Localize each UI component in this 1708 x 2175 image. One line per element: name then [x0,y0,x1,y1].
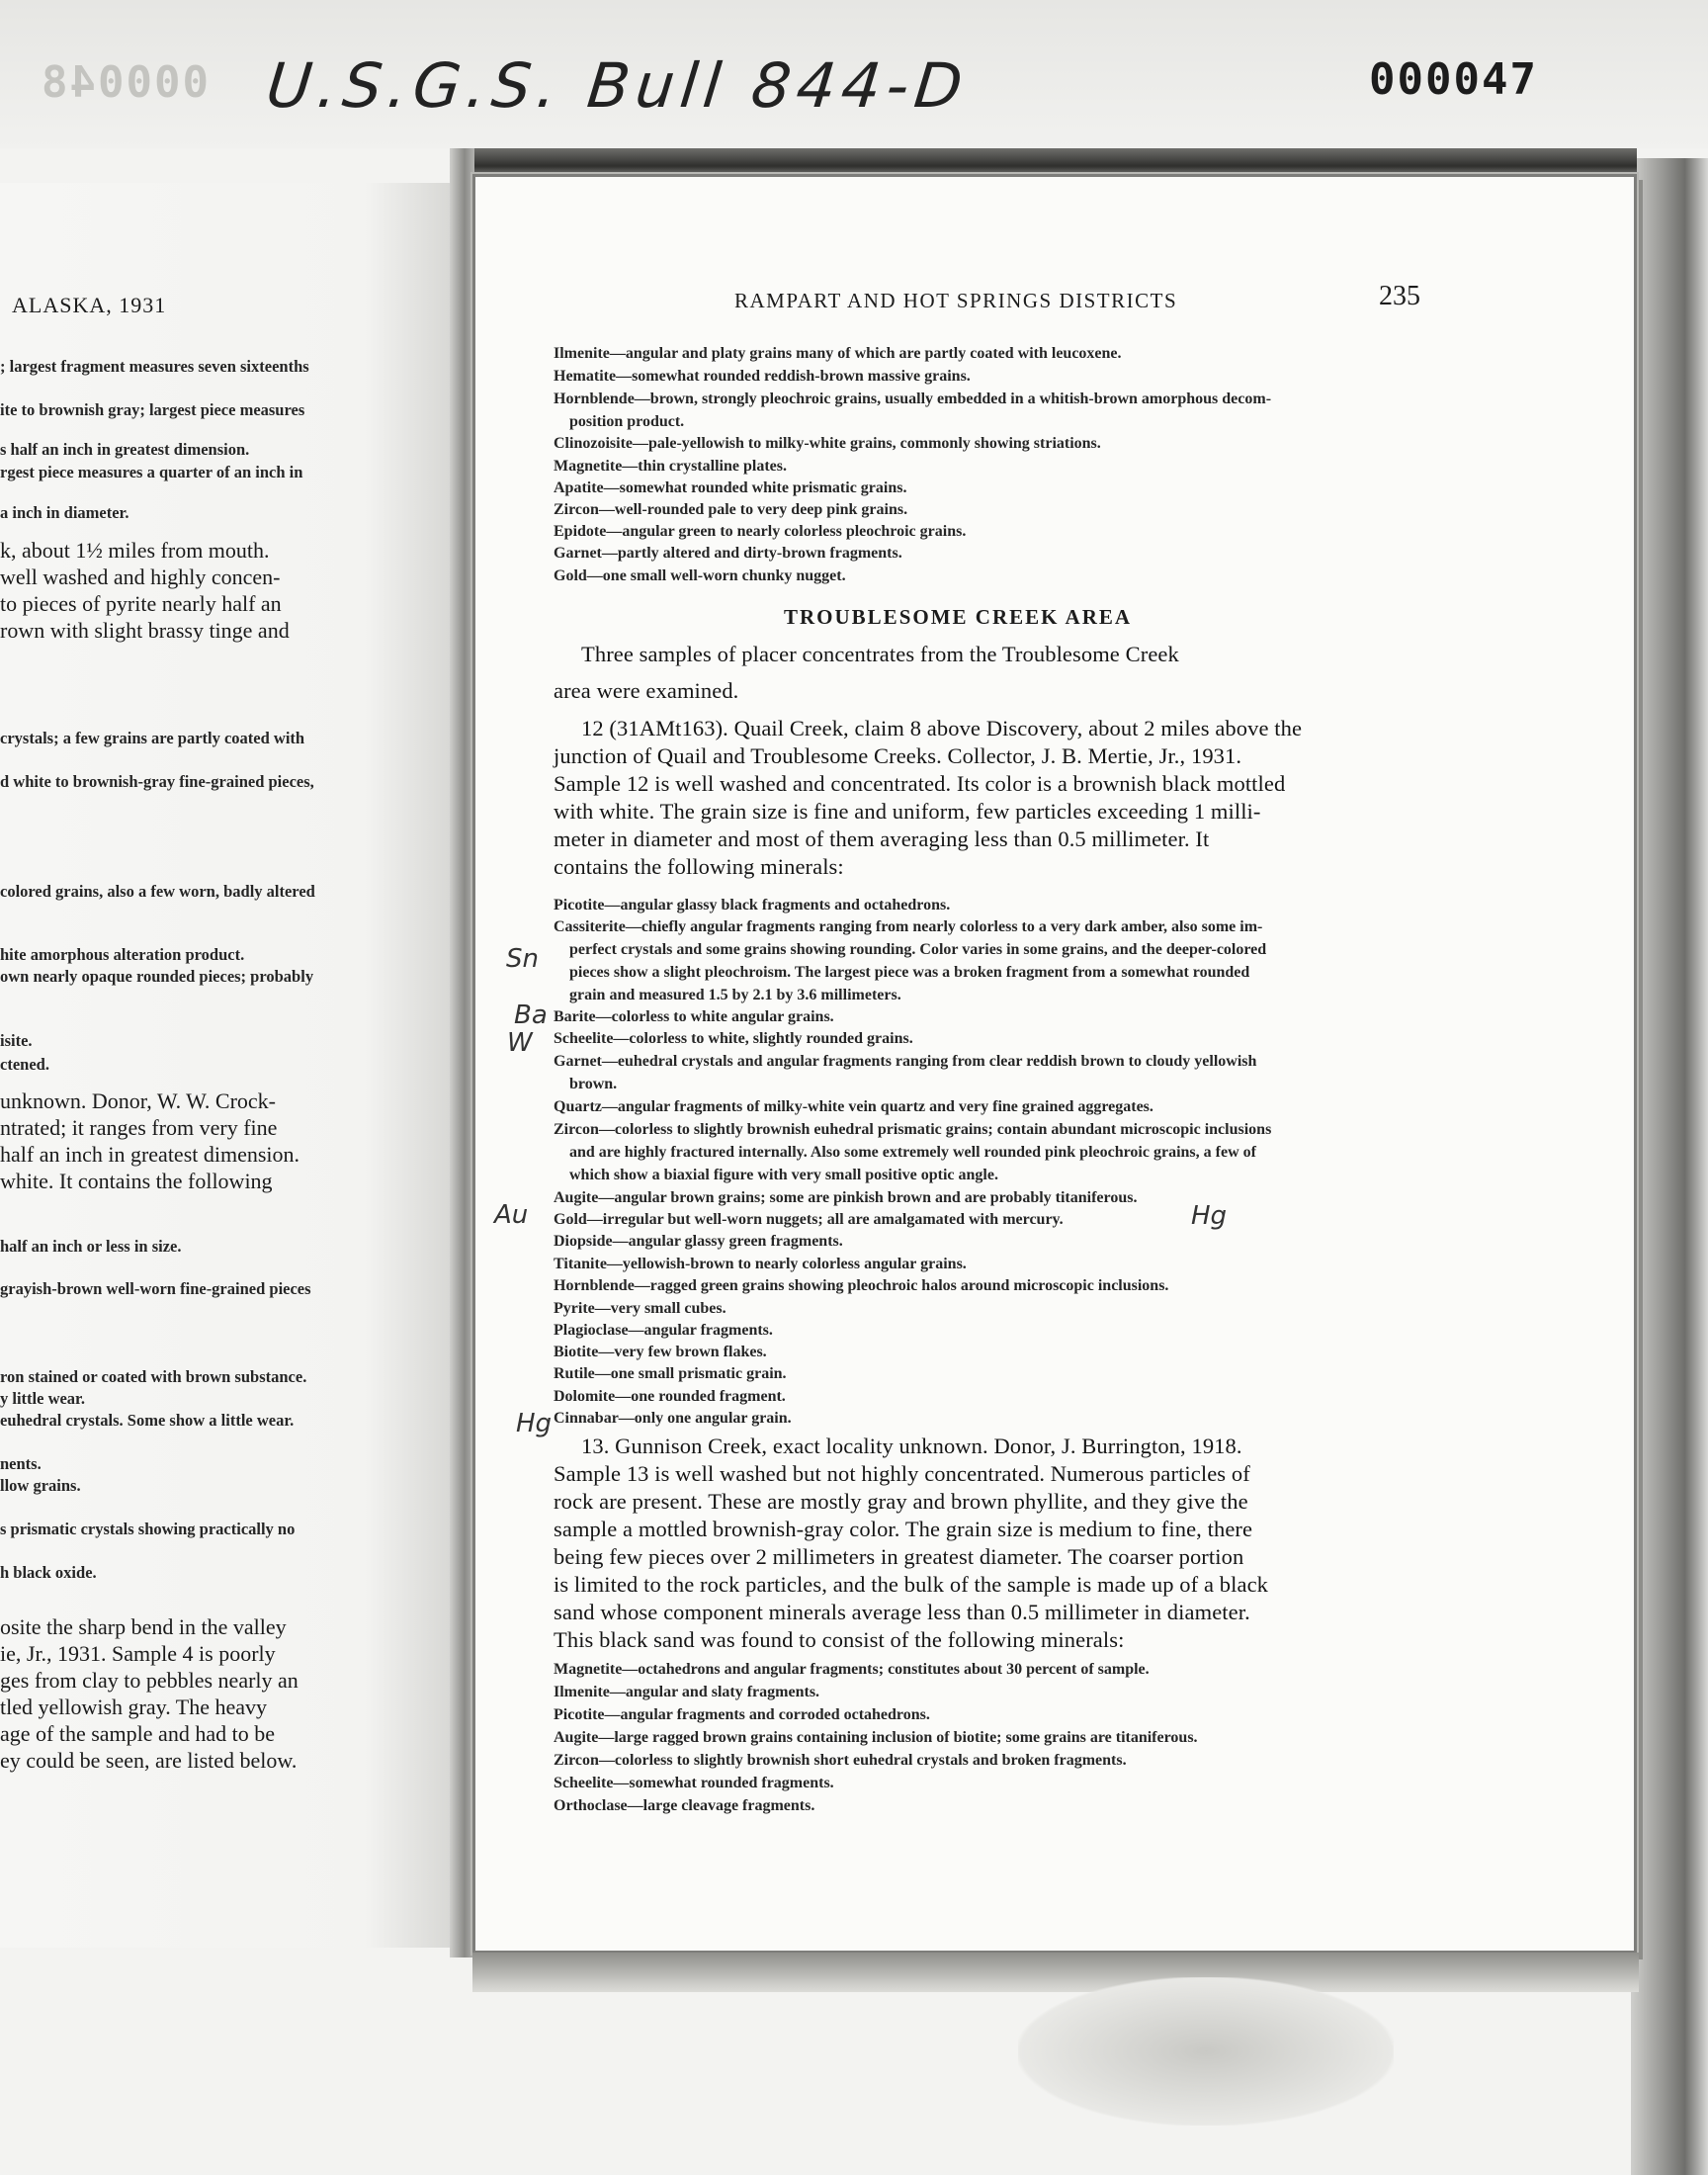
mineral-entry: Plagioclase—angular fragments. [554,1322,773,1339]
mineral-entry: Cinnabar—only one angular grain. [554,1410,792,1427]
left-page-line: h black oxide. [0,1563,97,1582]
mineral-entry: Titanite—yellowish-brown to nearly colorless angular grains. [554,1256,967,1272]
mineral-entry: Barite—colorless to white angular grains. [554,1008,834,1025]
paragraph-line: This black sand was found to consist of the following minerals: [554,1627,1125,1652]
mineral-entry: perfect crystals and some grains showing rounding. Color varies in some grains, and the deeper-colored [569,941,1267,958]
mineral-entry: Scheelite—somewhat rounded fragments. [554,1775,834,1791]
paragraph-line: meter in diameter and most of them averaging less than 0.5 millimeter. It [554,826,1210,851]
left-page-header: ALASKA, 1931 [12,293,167,317]
mineral-entry: Cassiterite—chiefly angular fragments ranging from nearly colorless to a very dark amber, also some im- [554,918,1263,935]
mineral-entry: which show a biaxial figure with very small positive optic angle. [569,1167,998,1183]
mineral-entry: pieces show a slight pleochroism. The largest piece was a broken fragment from a somewhat rounded [569,964,1250,981]
left-page-line: ey could be seen, are listed below. [0,1748,298,1773]
mineral-entry: brown. [569,1076,618,1092]
left-page-line: d white to brownish-gray fine-grained pieces, [0,772,314,791]
mineral-entry: Garnet—partly altered and dirty-brown fragments. [554,545,902,562]
mineral-entry: Quartz—angular fragments of milky-white vein quartz and very fine grained aggregates. [554,1098,1153,1115]
scanner-artifact [1018,1977,1394,2126]
mineral-entry: Biotite—very few brown flakes. [554,1344,767,1360]
left-page-line: well washed and highly concen- [0,565,281,589]
paragraph-line: Three samples of placer concentrates from the Troublesome Creek [581,642,1179,666]
page-number: 235 [1379,281,1420,311]
handwritten-title: U.S.G.S. Bull 844-D [263,49,972,122]
left-page-line: k, about 1½ miles from mouth. [0,538,270,563]
mineral-entry: Orthoclase—large cleavage fragments. [554,1797,815,1814]
doc-number-stamp: 000047 [1369,54,1538,105]
left-page-line: tled yellowish gray. The heavy [0,1695,268,1719]
paragraph-line: junction of Quail and Troublesome Creeks. Collector, J. B. Mertie, Jr., 1931. [554,743,1242,768]
section-title: TROUBLESOME CREEK AREA [784,605,1133,629]
paragraph-line: 13. Gunnison Creek, exact locality unknown. Donor, J. Burrington, 1918. [581,1434,1242,1458]
left-page-line: s half an inch in greatest dimension. [0,440,250,459]
mineral-entry: Magnetite—octahedrons and angular fragments; constitutes about 30 percent of sample. [554,1661,1150,1678]
left-page-line: to pieces of pyrite nearly half an [0,591,282,616]
mineral-entry: Picotite—angular glassy black fragments and octahedrons. [554,897,951,914]
margin-note: W [507,1028,533,1058]
left-page-line: llow grains. [0,1476,81,1495]
left-page-line: osite the sharp bend in the valley [0,1614,287,1639]
left-page-line: ron stained or coated with brown substance. [0,1367,307,1386]
mineral-entry: Scheelite—colorless to white, slightly rounded grains. [554,1030,913,1047]
mineral-entry: Gold—irregular but well-worn nuggets; all are amalgamated with mercury. [554,1211,1064,1228]
left-page [0,183,457,1948]
margin-note: Au [494,1200,529,1230]
mineral-entry: Zircon—well-rounded pale to very deep pink grains. [554,501,908,518]
left-page-line: hite amorphous alteration product. [0,945,245,964]
left-page-line: own nearly opaque rounded pieces; probably [0,967,314,986]
left-page-line: a inch in diameter. [0,503,129,522]
left-page-line: crystals; a few grains are partly coated with [0,729,305,747]
left-page-line: white. It contains the following [0,1169,273,1193]
left-page-line: grayish-brown well-worn fine-grained pieces [0,1279,311,1298]
mineral-entry: grain and measured 1.5 by 2.1 by 3.6 millimeters. [569,987,901,1003]
paragraph-line: Sample 13 is well washed but not highly concentrated. Numerous particles of [554,1461,1250,1486]
margin-note: Ba [514,1000,548,1030]
mineral-entry: Clinozoisite—pale-yellowish to milky-white grains, commonly showing striations. [554,435,1101,452]
paragraph-line: 12 (31AMt163). Quail Creek, claim 8 above Discovery, about 2 miles above the [581,716,1303,740]
left-page-line: unknown. Donor, W. W. Crock- [0,1088,277,1113]
left-page-line: age of the sample and had to be [0,1721,275,1746]
left-page-line: y little wear. [0,1389,85,1408]
paragraph-line: sand whose component minerals average less than 0.5 millimeter in diameter. [554,1600,1250,1624]
paragraph-line: is limited to the rock particles, and the bulk of the sample is made up of a black [554,1572,1269,1597]
left-page-line: ; largest fragment measures seven sixteenths [0,357,309,376]
mineral-entry: Pyrite—very small cubes. [554,1300,726,1317]
left-page-line: half an inch in greatest dimension. [0,1142,300,1167]
mineral-entry: Apatite—somewhat rounded white prismatic grains. [554,479,907,496]
mineral-entry: Magnetite—thin crystalline plates. [554,458,787,475]
left-page-line: ie, Jr., 1931. Sample 4 is poorly [0,1641,276,1666]
left-page-line: half an inch or less in size. [0,1237,182,1256]
left-page-line: nents. [0,1454,42,1473]
mineral-entry: Dolomite—one rounded fragment. [554,1388,786,1405]
doc-number-ghost: 000048 [40,57,209,108]
margin-note: Sn [506,944,539,974]
mineral-entry: Ilmenite—angular and platy grains many of which are partly coated with leucoxene. [554,345,1122,362]
paragraph-line: contains the following minerals: [554,854,844,879]
left-page-line: euhedral crystals. Some show a little wear. [0,1411,295,1430]
mineral-entry: Gold—one small well-worn chunky nugget. [554,567,846,584]
paragraph-line: sample a mottled brownish-gray color. The grain size is medium to fine, there [554,1517,1253,1541]
mineral-entry: and are highly fractured internally. Also some extremely well rounded pink pleochroic grains, a few of [569,1144,1256,1161]
left-page-line: ctened. [0,1055,49,1074]
mineral-entry: Diopside—angular glassy green fragments. [554,1233,843,1250]
left-page-line: ntrated; it ranges from very fine [0,1115,278,1140]
running-header: RAMPART AND HOT SPRINGS DISTRICTS [734,289,1178,312]
left-page-line: rown with slight brassy tinge and [0,618,290,643]
mineral-entry: Hornblende—ragged green grains showing pleochroic halos around microscopic inclusions. [554,1277,1169,1294]
left-page-line: rgest piece measures a quarter of an inch in [0,463,303,481]
mineral-entry: position product. [569,413,685,430]
left-page-line: isite. [0,1031,33,1050]
margin-note: Hg [1191,1201,1228,1231]
paragraph-line: being few pieces over 2 millimeters in greatest diameter. The coarser portion [554,1544,1244,1569]
mineral-entry: Epidote—angular green to nearly colorless pleochroic grains. [554,523,967,540]
mineral-entry: Ilmenite—angular and slaty fragments. [554,1684,820,1700]
margin-note: Hg [516,1409,553,1438]
mineral-entry: Picotite—angular fragments and corroded octahedrons. [554,1706,930,1723]
page-edge-shadow [1631,158,1708,2175]
mineral-entry: Hornblende—brown, strongly pleochroic grains, usually embedded in a whitish-brown amorphous decom- [554,391,1272,407]
mineral-entry: Zircon—colorless to slightly brownish short euhedral crystals and broken fragments. [554,1752,1127,1769]
left-page-line: s prismatic crystals showing practically no [0,1520,296,1538]
paragraph-line: rock are present. These are mostly gray and brown phyllite, and they give the [554,1489,1248,1514]
paragraph-line: area were examined. [554,678,739,703]
left-page-line: ite to brownish gray; largest piece measures [0,400,305,419]
mineral-entry: Garnet—euhedral crystals and angular fragments ranging from clear reddish brown to cloudy yellowish [554,1053,1257,1070]
mineral-entry: Hematite—somewhat rounded reddish-brown massive grains. [554,368,971,385]
mineral-entry: Augite—angular brown grains; some are pinkish brown and are probably titaniferous. [554,1189,1138,1206]
left-page-line: colored grains, also a few worn, badly altered [0,882,315,901]
mineral-entry: Zircon—colorless to slightly brownish euhedral prismatic grains; contain abundant microscopic inclusions [554,1121,1272,1138]
mineral-entry: Augite—large ragged brown grains containing inclusion of biotite; some grains are titaniferous. [554,1729,1198,1746]
paragraph-line: with white. The grain size is fine and uniform, few particles exceeding 1 milli- [554,799,1261,824]
left-page-line: ges from clay to pebbles nearly an [0,1668,299,1693]
mineral-entry: Rutile—one small prismatic grain. [554,1365,787,1382]
paragraph-line: Sample 12 is well washed and concentrated. Its color is a brownish black mottled [554,771,1286,796]
